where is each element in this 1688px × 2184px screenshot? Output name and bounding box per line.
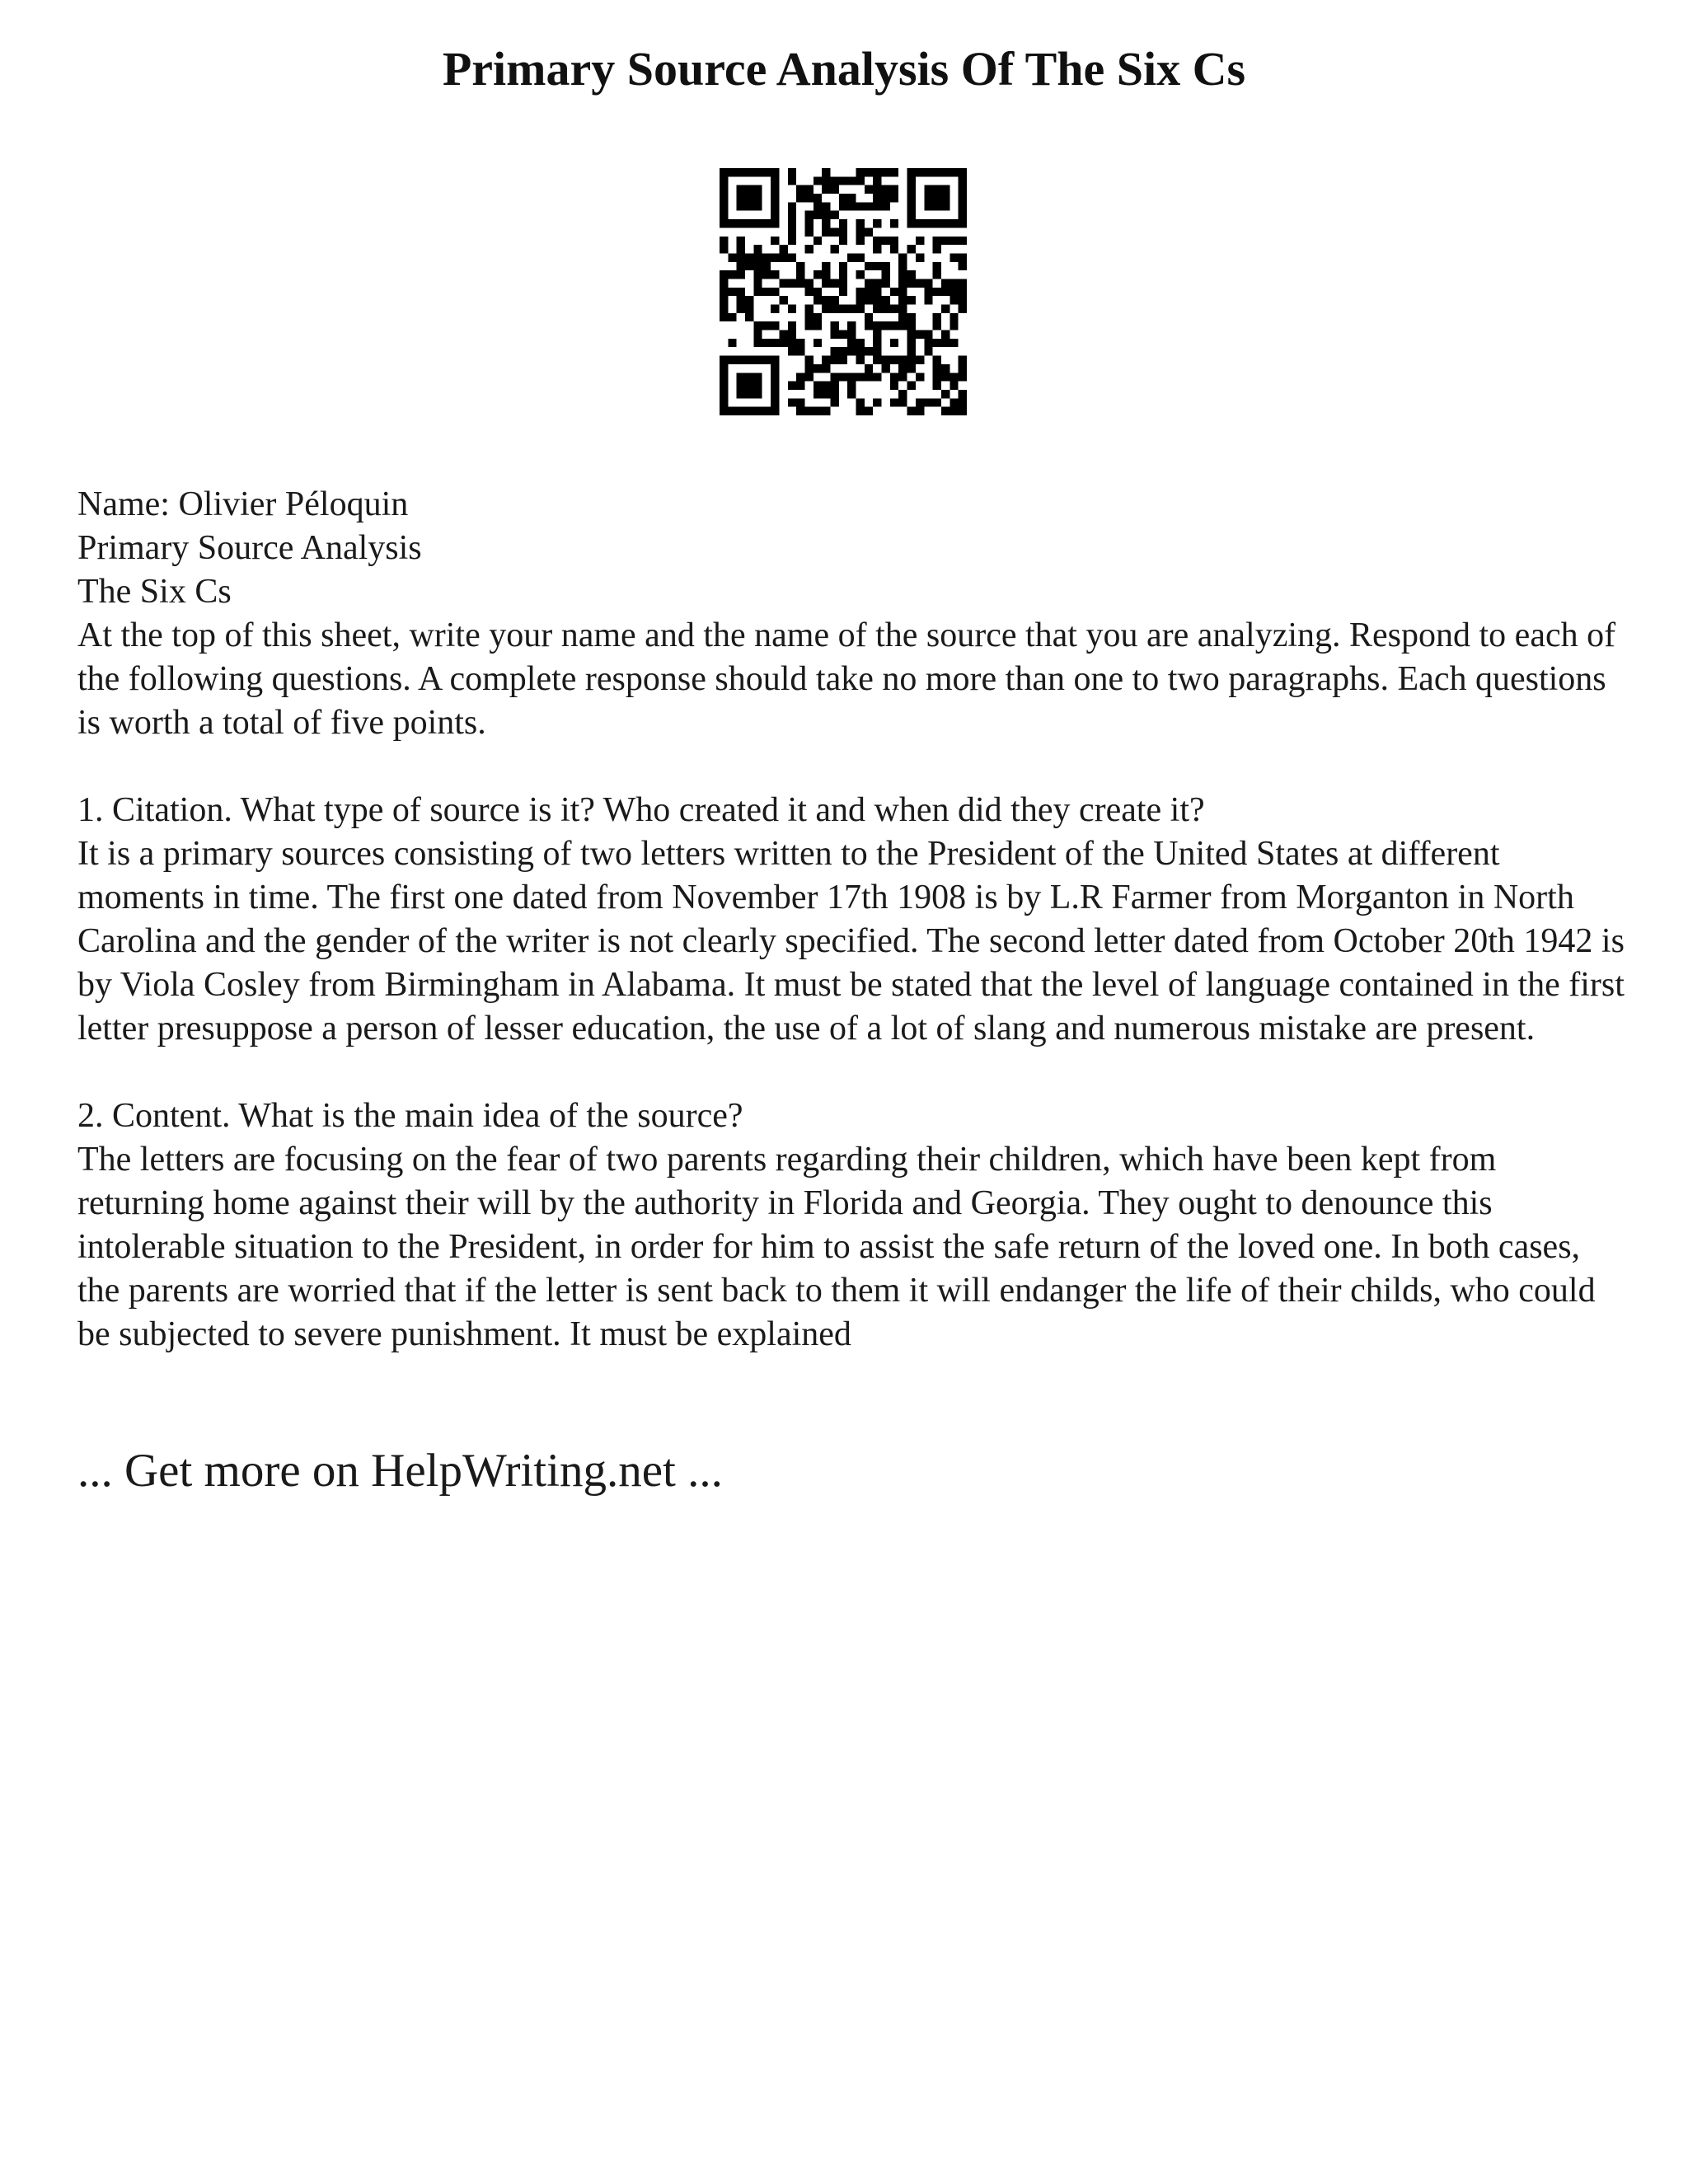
answer-1: It is a primary sources consisting of two letters written to the President of the United States at different moments in time. The first one dated from November 17th 1908 is by L.R Farmer from Morganton in North Carolina and the gender of the writer is not clearly specified. The second letter dated from October 20th 1942 is by Viola Cosley from Birmingham in Alabama. It must be stated that the level of language contained in the first letter presuppose a person of lesser education, the use of a lot of slang and numerous mistake are present. xyxy=(77,835,1625,1047)
page-title: Primary Source Analysis Of The Six Cs xyxy=(442,42,1246,96)
question-1: 1. Citation. What type of source is it? Who created it and when did they create it? xyxy=(77,791,1205,829)
qr-code-icon xyxy=(720,168,967,415)
header-line-subject: Primary Source Analysis xyxy=(77,529,422,567)
header-line-name: Name: Olivier Péloquin xyxy=(77,485,409,523)
answer-2: The letters are focusing on the fear of two parents regarding their children, which have been kept from returning home against their will by the authority in Florida and Georgia. They ought to denounce this intolerable situation to the President, in order for him to assist the safe return of the loved one. In both cases, the parents are worried that if the letter is sent back to them it will endanger the life of their childs, who could be subjected to severe punishment. It must be explained xyxy=(77,1141,1596,1353)
promo-link[interactable]: ... Get more on HelpWriting.net ... xyxy=(77,1445,723,1497)
question-2: 2. Content. What is the main idea of the source? xyxy=(77,1097,743,1135)
instructions-paragraph: At the top of this sheet, write your name and the name of the source that you are analyzing. Respond to each of the following questions. A complete response should take no more than one to two paragraphs. Each questions is worth a total of five points. xyxy=(77,616,1616,742)
header-line-topic: The Six Cs xyxy=(77,573,232,611)
document-body xyxy=(77,483,1627,1357)
